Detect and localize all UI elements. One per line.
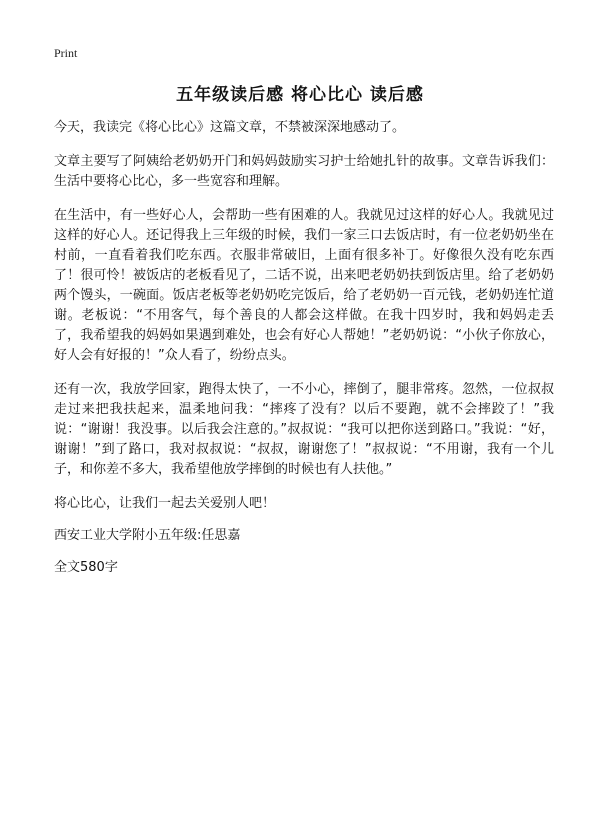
summary-paragraph: 文章主要写了阿姨给老奶奶开门和妈妈鼓励实习护士给她扎针的故事。文章告诉我们：生活中要将心比心，多一些宽容和理解。 [54, 154, 554, 189]
article-title: 五年级读后感 将心比心 读后感 [176, 85, 424, 105]
print-link[interactable]: Print [54, 46, 78, 60]
story-paragraph-1: 在生活中，有一些好心人，会帮助一些有困难的人。我就见过这样的好心人。我就见过这样的好心人。还记得我上三年级的时候，我们一家三口去饭店时，有一位老奶奶坐在村前，一直看着我们吃东西。衣服非常破旧，上面有很多补丁。好像很久没有吃东西了！很可怜！被饭店的老板看见了，二话不说，出来吧老奶奶扶到饭店里。给了老奶奶两个馒头，一碗面。饭店老板等老奶奶吃完饭后，给了老奶奶一百元钱，老奶奶连忙道谢。老板说：“不用客气，每个善良的人都会这样做。在我十四岁时，我和妈妈走丢了，我希望我的妈妈如果遇到难处，也会有好心人帮她！”老奶奶说：“小伙子你放心，好人会有好报的！”众人看了，纷纷点头。 [54, 208, 554, 363]
author-line: 西安工业大学附小五年级:任思嘉 [54, 528, 241, 543]
article-body [54, 118, 554, 590]
intro-paragraph: 今天，我读完《将心比心》这篇文章，不禁被深深地感动了。 [54, 120, 406, 135]
conclusion-paragraph: 将心比心，让我们一起去关爱别人吧！ [54, 496, 276, 511]
story-paragraph-2: 还有一次，我放学回家，跑得太快了，一不小心，摔倒了，腿非常疼。忽然，一位叔叔走过来把我扶起来，温柔地问我：“摔疼了没有？以后不要跑，就不会摔跤了！”我说：“谢谢！我没事。以后我会注意的。”叔叔说：“我可以把你送到路口。”我说：“好，谢谢！”到了路口，我对叔叔说：“叔叔，谢谢您了！”叔叔说：“不用谢，我有一个儿子，和你差不多大，我希望他放学摔倒的时候也有人扶他。” [54, 382, 554, 477]
word-count: 全文580字 [54, 560, 118, 575]
